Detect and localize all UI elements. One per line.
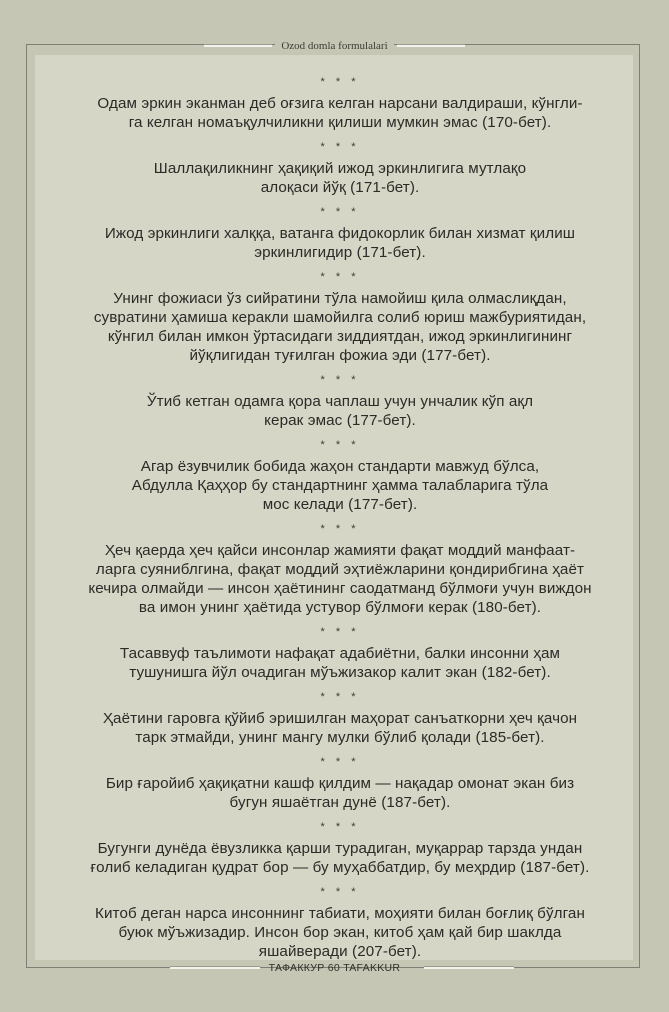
running-header <box>0 36 669 52</box>
quote-block <box>60 392 620 430</box>
quote-line: Бугунги дунёда ёвузликка қарши турадиган, муқаррар тарзда ундан <box>97 840 583 857</box>
header-rule-left <box>204 44 272 47</box>
running-title: Ozod domla formulalari <box>275 38 393 54</box>
quote-block <box>60 709 620 747</box>
separator-stars: * * * <box>320 206 360 218</box>
quote-line: ва имон унинг ҳаётида устувор бўлмоғи керак (180-бет). <box>138 599 542 616</box>
quote-line: га келган номаъқулчиликни қилиши мумкин эмас (170-бет). <box>128 114 552 131</box>
quote-line: йўқлигидан туғилган фожиа эди (177-бет). <box>189 347 491 364</box>
quote-line: Ҳеч қаерда ҳеч қайси инсонлар жамияти фақат моддий манфаат- <box>104 542 576 559</box>
footer-rule-left <box>170 966 260 969</box>
quote-line: Шаллақиликнинг ҳақиқий ижод эркинлигига мутлақо <box>153 160 527 177</box>
quote-block <box>60 839 620 877</box>
quote-line: Ижод эркинлиги халққа, ватанга фидокорлик билан хизмат қилиш <box>104 225 576 242</box>
quote-line: эркинлигидир (171-бет). <box>254 244 426 261</box>
separator-stars: * * * <box>320 141 360 153</box>
quote-line: ғолиб келадиган қудрат бор — бу муҳаббатдир, бу меҳрдир (187-бет). <box>90 859 590 876</box>
page-number-footer: ТАФАККУР 60 TAFAKKUR <box>268 962 401 974</box>
quote-line: Ўтиб кетган одамга қора чаплаш учун унчалик кўп ақл <box>146 393 534 410</box>
footer-rule-right <box>424 966 514 969</box>
quote-line: сувратини ҳамиша керакли шамойилга солиб юриш мажбуриятидан, <box>93 309 587 326</box>
quote-line: мос келади (177-бет). <box>262 496 418 513</box>
quote-block <box>60 94 620 132</box>
quote-block <box>60 644 620 682</box>
quote-block <box>60 457 620 514</box>
quotes-column <box>60 76 620 961</box>
separator-stars: * * * <box>320 523 360 535</box>
quote-block <box>60 541 620 617</box>
running-footer <box>0 958 669 974</box>
quote-block <box>60 159 620 197</box>
quote-line: яшайверади (207-бет). <box>258 943 422 960</box>
quote-line: кўнгил билан имкон ўртасидаги зиддиятдан, ижод эркинлигининг <box>107 328 573 345</box>
quote-line: Абдулла Қаҳҳор бу стандартнинг ҳамма талабларига тўла <box>131 477 549 494</box>
quote-line: Агар ёзувчилик бобида жаҳон стандарти мавжуд бўлса, <box>140 458 540 475</box>
quote-line: Унинг фожиаси ўз сийратини тўла намойиш қила олмаслиқдан, <box>113 290 567 307</box>
header-rule-right <box>397 44 465 47</box>
quote-line: Ҳаётини гаровга қўйиб эришилган маҳорат санъаткорни ҳеч қачон <box>102 710 578 727</box>
quote-block <box>60 774 620 812</box>
separator-stars: * * * <box>320 374 360 386</box>
separator-stars: * * * <box>320 76 360 88</box>
separator-stars: * * * <box>320 626 360 638</box>
quote-line: тарк этмайди, унинг мангу мулки бўлиб қолади (185-бет). <box>135 729 545 746</box>
quote-line: Бир ғаройиб ҳақиқатни кашф қилдим — нақадар омонат экан биз <box>105 775 575 792</box>
quote-line: ларга суяниблгина, фақат моддий эҳтиёжларини қондирибгина ҳаёт <box>95 561 585 578</box>
quote-block <box>60 904 620 961</box>
quote-block <box>60 224 620 262</box>
quote-line: алоқаси йўқ (171-бет). <box>260 179 420 196</box>
quote-line: буюк мўъжизадир. Инсон бор экан, китоб ҳам қай бир шаклда <box>118 924 562 941</box>
quote-line: Китоб деган нарса инсоннинг табиати, моҳияти билан боғлиқ бўлган <box>95 905 585 922</box>
quote-line: Тасаввуф таълимоти нафақат адабиётни, балки инсонни ҳам <box>119 645 561 662</box>
quote-block <box>60 289 620 365</box>
quote-line: керак эмас (177-бет). <box>264 412 416 429</box>
quote-line: Одам эркин эканман деб оғзига келган нарсани валдираши, кўнгли- <box>97 95 583 112</box>
separator-stars: * * * <box>320 886 360 898</box>
quote-line: тушунишга йўл очадиган мўъжизакор калит экан (182-бет). <box>129 664 551 681</box>
quote-line: бугун яшаётган дунё (187-бет). <box>229 794 451 811</box>
separator-stars: * * * <box>320 691 360 703</box>
separator-stars: * * * <box>320 821 360 833</box>
separator-stars: * * * <box>320 271 360 283</box>
separator-stars: * * * <box>320 439 360 451</box>
separator-stars: * * * <box>320 756 360 768</box>
quote-line: кечира олмайди — инсон ҳаётининг саодатманд бўлмоғи учун виждон <box>88 580 592 597</box>
